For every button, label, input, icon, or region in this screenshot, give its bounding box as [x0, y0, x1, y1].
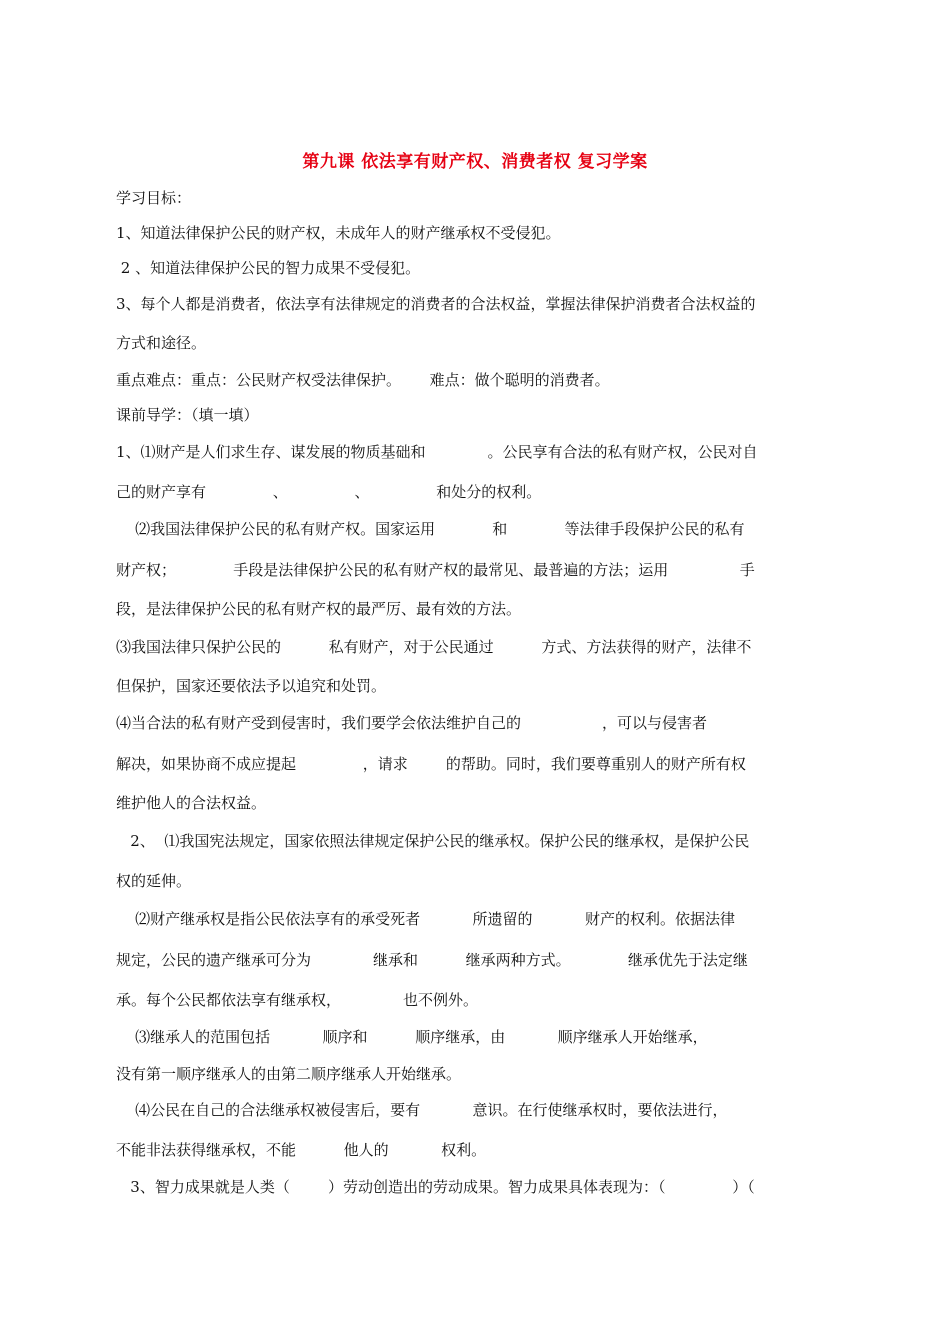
text-line: 1、⑴财产是人们求生存、谋发展的物质基础和 。公民享有合法的私有财产权，公民对自 — [116, 443, 758, 461]
text-line: 解决，如果协商不成应提起 ，请求 的帮助。同时，我们要尊重别人的财产所有权 — [116, 755, 746, 773]
text-line: ⑷当合法的私有财产受到侵害时，我们要学会依法维护自己的 ，可以与侵害者 — [116, 714, 708, 732]
text-line: 1、知道法律保护公民的财产权，未成年人的财产继承权不受侵犯。 — [116, 224, 561, 242]
text-line: ⑶我国法律只保护公民的 私有财产，对于公民通过 方式、方法获得的财产，法律不 — [116, 638, 752, 656]
text-line: 段，是法律保护公民的私有财产权的最严厉、最有效的方法。 — [116, 600, 522, 618]
page-title: 第九课 依法享有财产权、消费者权 复习学案 — [302, 152, 648, 172]
text-line: 不能非法获得继承权，不能 他人的 权利。 — [116, 1141, 487, 1159]
text-line: ⑵我国法律保护公民的私有财产权。国家运用 和 等法律手段保护公民的私有 — [116, 520, 745, 538]
text-line: 承。每个公民都依法享有继承权， 也不例外。 — [116, 991, 478, 1009]
text-line: 但保护，国家还要依法予以追究和处罚。 — [116, 677, 387, 695]
text-line: ⑷公民在自己的合法继承权被侵害后，要有 意识。在行使继承权时，要依法进行， — [116, 1101, 728, 1119]
text-line: ⑵财产继承权是指公民依法享有的承受死者 所遗留的 财产的权利。依据法律 — [116, 910, 735, 928]
text-line: 重点难点：重点：公民财产权受法律保护。 难点：做个聪明的消费者。 — [116, 371, 610, 389]
text-line: 规定，公民的遗产继承可分为 继承和 继承两种方式。 继承优先于法定继 — [116, 951, 748, 969]
text-line: 财产权； 手段是法律保护公民的私有财产权的最常见、最普遍的方法；运用 手 — [116, 561, 755, 579]
text-line: ⑶继承人的范围包括 顺序和 顺序继承，由 顺序继承人开始继承， — [116, 1028, 708, 1046]
text-line: 课前导学：（填一填） — [116, 406, 259, 424]
text-line: 3、每个人都是消费者，依法享有法律规定的消费者的合法权益，掌握法律保护消费者合法权益的 — [116, 295, 756, 313]
text-line: 2 、知道法律保护公民的智力成果不受侵犯。 — [116, 259, 421, 277]
text-line: 2、 ⑴我国宪法规定，国家依照法律规定保护公民的继承权。保护公民的继承权，是保护公民 — [116, 832, 750, 850]
text-line: 权的延伸。 — [116, 872, 192, 890]
text-line: 方式和途径。 — [116, 334, 207, 352]
text-line: 学习目标： — [116, 189, 192, 207]
text-line: 维护他人的合法权益。 — [116, 794, 267, 812]
text-line: 没有第一顺序继承人的由第二顺序继承人开始继承。 — [116, 1065, 462, 1083]
text-line: 己的财产享有 、 、 和处分的权利。 — [116, 483, 542, 501]
text-line: 3、智力成果就是人类（ ）劳动创造出的劳动成果。智力成果具体表现为：（ ）（ — [116, 1178, 755, 1196]
